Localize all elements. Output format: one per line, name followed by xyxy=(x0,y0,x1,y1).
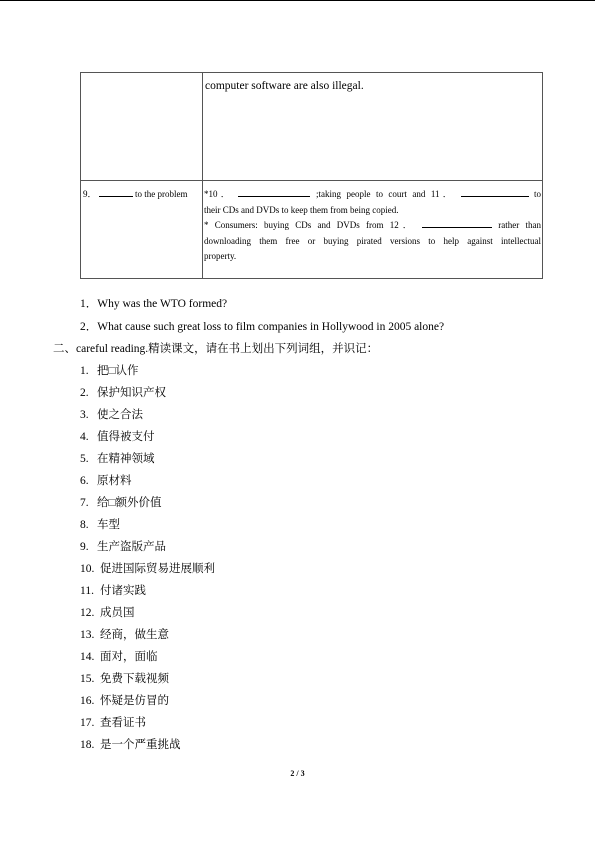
item-text: 给□额外价值 xyxy=(97,497,162,509)
detail-text: *10． xyxy=(204,189,233,199)
list-item xyxy=(80,714,146,730)
list-item xyxy=(80,648,158,664)
item-text: 在精神领域 xyxy=(97,453,155,465)
item-text: 经商，做生意 xyxy=(100,629,169,641)
summary-table xyxy=(80,72,543,279)
list-item xyxy=(80,406,143,422)
list-item xyxy=(80,538,166,554)
item-number: 1. xyxy=(80,365,89,377)
item-number: 4. xyxy=(80,431,89,443)
table-row xyxy=(81,73,543,181)
question-1: 1．Why was the WTO formed? xyxy=(80,298,228,310)
list-item xyxy=(80,626,169,642)
item-number: 18. xyxy=(80,739,95,751)
list-item xyxy=(80,472,132,488)
item-number: 15. xyxy=(80,673,95,685)
item-number: 7. xyxy=(80,497,89,509)
detail-line xyxy=(204,187,541,203)
list-item xyxy=(80,582,146,598)
list-item xyxy=(80,670,169,686)
item-text: 面对，面临 xyxy=(100,651,158,663)
header-rule xyxy=(0,0,595,1)
section-heading: 二、careful reading.精读课文，请在书上划出下列词组，并识记： xyxy=(53,343,379,355)
list-item xyxy=(80,692,169,708)
list-item xyxy=(80,494,161,510)
question-2: 2．What cause such great loss to film companies in Hollywood in 2005 alone? xyxy=(80,321,445,333)
item-text: 把□认作 xyxy=(97,365,139,377)
item-number: 9. xyxy=(80,541,89,553)
detail-line: their CDs and DVDs to keep them from being copied. xyxy=(204,204,399,215)
item-number: 17. xyxy=(80,717,95,729)
list-item xyxy=(80,560,215,576)
item-text: 免费下载视频 xyxy=(100,673,169,685)
table-cell-text: computer software are also illegal. xyxy=(203,73,543,181)
detail-text: rather than xyxy=(498,220,542,231)
table-cell-label xyxy=(81,181,203,279)
answer-blank xyxy=(99,187,133,197)
item-number: 6. xyxy=(80,475,89,487)
item-text: 查看证书 xyxy=(100,717,146,729)
list-item xyxy=(80,604,135,620)
item-text: 促进国际贸易进展顺利 xyxy=(100,563,215,575)
list-item xyxy=(80,384,166,400)
answer-blank xyxy=(422,218,492,228)
list-item xyxy=(80,362,138,378)
detail-text: ;taking people to court and 11． xyxy=(315,189,456,199)
item-number: 5. xyxy=(80,453,89,465)
table-cell-empty xyxy=(81,73,203,181)
answer-blank xyxy=(238,187,310,197)
item-number: 11. xyxy=(80,585,94,597)
list-item xyxy=(80,736,181,752)
item-text: 付诸实践 xyxy=(100,585,146,597)
page-number: 2 / 3 xyxy=(290,769,305,778)
item-text: 原材料 xyxy=(97,475,132,487)
item-number: 12. xyxy=(80,607,95,619)
detail-line: property. xyxy=(204,251,237,262)
item-number: 3. xyxy=(80,409,89,421)
answer-blank xyxy=(461,187,529,197)
item-number: 13. xyxy=(80,629,95,641)
item-number: 14. xyxy=(80,651,95,663)
item-text: 怀疑是仿冒的 xyxy=(100,695,169,707)
item-number: 2. xyxy=(80,387,89,399)
detail-line: downloading them free or buying pirated versions to help against intellectual xyxy=(204,235,541,246)
list-item xyxy=(80,428,155,444)
cell-number: 9． xyxy=(83,189,97,199)
item-text: 值得被支付 xyxy=(97,431,155,443)
item-text: 使之合法 xyxy=(97,409,143,421)
item-number: 16. xyxy=(80,695,95,707)
table-cell-details xyxy=(203,181,543,279)
item-text: 车型 xyxy=(97,519,120,531)
item-text: 是一个严重挑战 xyxy=(100,739,181,751)
detail-line xyxy=(204,218,541,234)
item-text: 生产盗版产品 xyxy=(97,541,166,553)
item-text: 成员国 xyxy=(100,607,135,619)
item-text: 保护知识产权 xyxy=(97,387,166,399)
detail-text: * Consumers: buying CDs and DVDs from 12． xyxy=(204,220,416,231)
item-number: 8. xyxy=(80,519,89,531)
cell-label-text: to the problem xyxy=(135,189,188,199)
list-item xyxy=(80,450,155,466)
item-number: 10. xyxy=(80,563,95,575)
table-row xyxy=(81,181,543,279)
list-item xyxy=(80,516,120,532)
detail-text: to xyxy=(534,189,542,199)
